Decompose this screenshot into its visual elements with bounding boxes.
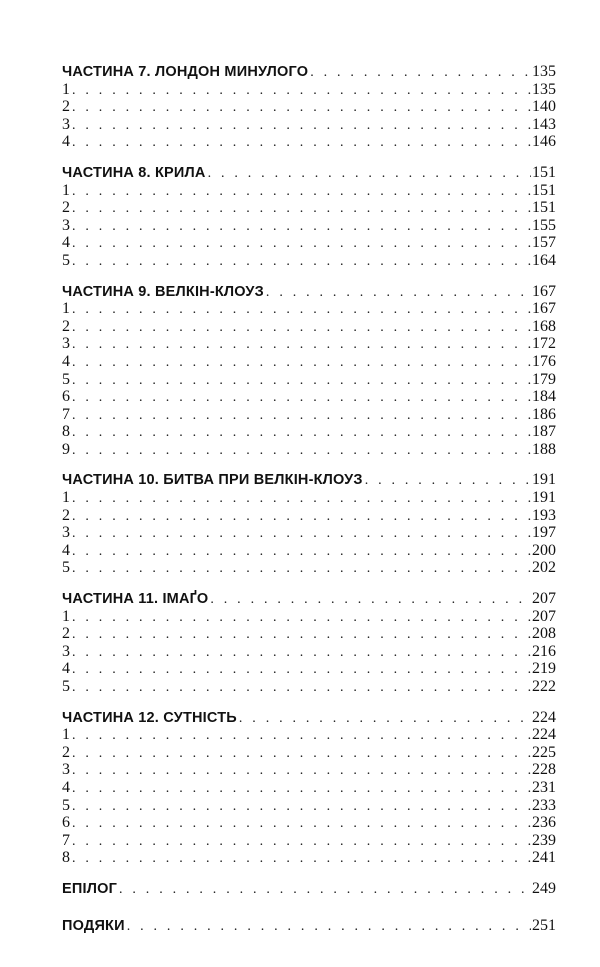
page-number: 143 xyxy=(532,115,556,133)
dot-leader xyxy=(72,354,531,371)
page-number: 151 xyxy=(532,181,556,199)
chapter-number: 1 xyxy=(62,607,70,625)
dot-leader xyxy=(72,200,531,217)
toc-chapter-entry xyxy=(62,832,556,850)
page-number: 249 xyxy=(532,879,556,897)
dot-leader xyxy=(72,833,531,850)
toc-chapter-entry xyxy=(62,524,556,542)
toc-chapter-entry xyxy=(62,643,556,661)
page-number: 251 xyxy=(532,916,556,934)
dot-leader xyxy=(72,850,531,867)
part-title: ЧАСТИНА 10. БИТВА ПРИ ВЕЛКІН-КЛОУЗ xyxy=(62,472,363,489)
chapter-number: 3 xyxy=(62,642,70,660)
page-number: 188 xyxy=(532,440,556,458)
toc-part-heading xyxy=(62,590,556,608)
page-number: 167 xyxy=(532,300,556,318)
toc-acknowledgements xyxy=(62,917,556,935)
dot-leader xyxy=(72,99,531,116)
dot-leader xyxy=(208,165,531,182)
dot-leader xyxy=(72,134,531,151)
page-number: 236 xyxy=(532,814,556,832)
toc-chapter-entry xyxy=(62,559,556,577)
chapter-number: 1 xyxy=(62,726,70,744)
chapter-number: 5 xyxy=(62,251,70,269)
part-title: ЧАСТИНА 7. ЛОНДОН МИНУЛОГО xyxy=(62,64,309,80)
page-number: 151 xyxy=(532,163,556,181)
page-number: 219 xyxy=(532,660,556,678)
chapter-number: 3 xyxy=(62,524,70,542)
toc-chapter-entry xyxy=(62,608,556,626)
page-number: 176 xyxy=(532,352,556,370)
page-number: 225 xyxy=(532,743,556,761)
dot-leader xyxy=(72,745,531,762)
toc-chapter-entry xyxy=(62,814,556,832)
part-title: ЧАСТИНА 9. ВЕЛКІН-КЛОУЗ xyxy=(62,283,264,300)
toc-chapter-entry xyxy=(62,423,556,441)
page-number: 140 xyxy=(532,98,556,116)
toc-chapter-entry xyxy=(62,133,556,151)
dot-leader xyxy=(72,727,531,744)
toc-chapter-entry xyxy=(62,542,556,560)
page-number: 151 xyxy=(532,199,556,217)
toc-part xyxy=(62,283,556,459)
chapter-number: 3 xyxy=(62,216,70,234)
page-number: 168 xyxy=(532,317,556,335)
toc-chapter-entry xyxy=(62,507,556,525)
dot-leader xyxy=(72,183,531,200)
toc-chapter-entry xyxy=(62,353,556,371)
dot-leader xyxy=(72,407,531,424)
toc-chapter-entry xyxy=(62,797,556,815)
toc-chapter-entry xyxy=(62,406,556,424)
toc-chapter-entry xyxy=(62,489,556,507)
toc-epilogue-heading xyxy=(62,880,556,898)
page-number: 135 xyxy=(532,80,556,98)
chapter-number: 4 xyxy=(62,133,70,151)
dot-leader xyxy=(119,881,531,898)
toc-chapter-entry xyxy=(62,182,556,200)
dot-leader xyxy=(72,336,531,353)
page-number: 231 xyxy=(532,778,556,796)
chapter-number: 4 xyxy=(62,778,70,796)
page-number: 146 xyxy=(532,133,556,151)
page-number: 157 xyxy=(532,234,556,252)
dot-leader xyxy=(239,710,531,727)
toc-part xyxy=(62,590,556,696)
page-number: 184 xyxy=(532,388,556,406)
chapter-number: 9 xyxy=(62,440,70,458)
chapter-number: 5 xyxy=(62,370,70,388)
chapter-number: 5 xyxy=(62,796,70,814)
toc-chapter-entry xyxy=(62,441,556,459)
dot-leader xyxy=(72,609,531,626)
part-title: ПОДЯКИ xyxy=(62,917,125,934)
dot-leader xyxy=(72,525,531,542)
chapter-number: 1 xyxy=(62,489,70,507)
toc-chapter-entry xyxy=(62,779,556,797)
chapter-number: 3 xyxy=(62,335,70,353)
chapter-number: 8 xyxy=(62,423,70,441)
part-title: ЧАСТИНА 12. СУТНІСТЬ xyxy=(62,709,237,726)
page-number: 207 xyxy=(532,590,556,608)
chapter-number: 4 xyxy=(62,234,70,252)
toc-part-heading xyxy=(62,63,556,81)
dot-leader xyxy=(72,319,531,336)
toc-chapter-entry xyxy=(62,625,556,643)
toc-chapter-entry xyxy=(62,744,556,762)
part-title: ЧАСТИНА 8. КРИЛА xyxy=(62,164,206,181)
toc-part xyxy=(62,164,556,270)
dot-leader xyxy=(72,508,531,525)
toc-chapter-entry xyxy=(62,234,556,252)
page-number: 222 xyxy=(532,678,556,695)
page-number: 179 xyxy=(532,370,556,388)
dot-leader xyxy=(127,918,531,935)
toc-part xyxy=(62,63,556,151)
toc-chapter-entry xyxy=(62,300,556,318)
chapter-number: 5 xyxy=(62,678,70,695)
dot-leader xyxy=(72,117,531,134)
chapter-number: 1 xyxy=(62,181,70,199)
page-number: 241 xyxy=(532,849,556,867)
toc-chapter-entry xyxy=(62,199,556,217)
page-number: 208 xyxy=(532,625,556,643)
page-number: 135 xyxy=(532,63,556,80)
chapter-number: 2 xyxy=(62,199,70,217)
page-number: 202 xyxy=(532,559,556,577)
dot-leader xyxy=(266,284,531,301)
page-number: 172 xyxy=(532,335,556,353)
toc-part-heading xyxy=(62,709,556,727)
chapter-number: 5 xyxy=(62,559,70,577)
toc-chapter-entry xyxy=(62,318,556,336)
dot-leader xyxy=(72,644,531,661)
page-number: 164 xyxy=(532,251,556,269)
toc-chapter-entry xyxy=(62,660,556,678)
page-number: 167 xyxy=(532,282,556,300)
chapter-number: 7 xyxy=(62,831,70,849)
page-number: 155 xyxy=(532,216,556,234)
chapter-number: 7 xyxy=(62,405,70,423)
chapter-number: 3 xyxy=(62,115,70,133)
chapter-number: 4 xyxy=(62,541,70,559)
chapter-number: 8 xyxy=(62,849,70,867)
dot-leader xyxy=(72,661,531,678)
chapter-number: 3 xyxy=(62,761,70,779)
dot-leader xyxy=(72,235,531,252)
page-number: 187 xyxy=(532,423,556,441)
dot-leader xyxy=(72,490,531,507)
table-of-contents xyxy=(62,63,556,953)
dot-leader xyxy=(365,472,531,489)
chapter-number: 6 xyxy=(62,388,70,406)
dot-leader xyxy=(72,389,531,406)
dot-leader xyxy=(72,560,531,577)
dot-leader xyxy=(72,372,531,389)
dot-leader xyxy=(72,218,531,235)
toc-chapter-entry xyxy=(62,98,556,116)
toc-chapter-entry xyxy=(62,335,556,353)
toc-part xyxy=(62,471,556,577)
toc-chapter-entry xyxy=(62,678,556,696)
toc-epilogue xyxy=(62,880,556,898)
chapter-number: 4 xyxy=(62,660,70,678)
toc-part-heading xyxy=(62,283,556,301)
page-number: 197 xyxy=(532,524,556,542)
dot-leader xyxy=(72,253,531,270)
toc-chapter-entry xyxy=(62,761,556,779)
page-number: 228 xyxy=(532,761,556,779)
chapter-number: 2 xyxy=(62,98,70,116)
chapter-number: 2 xyxy=(62,506,70,524)
page-number: 224 xyxy=(532,708,556,726)
dot-leader xyxy=(72,762,531,779)
chapter-number: 2 xyxy=(62,625,70,643)
page-number: 233 xyxy=(532,796,556,814)
page-number: 193 xyxy=(532,506,556,524)
part-title: ЕПІЛОГ xyxy=(62,880,117,897)
chapter-number: 2 xyxy=(62,317,70,335)
dot-leader xyxy=(72,679,531,696)
toc-chapter-entry xyxy=(62,388,556,406)
dot-leader xyxy=(72,815,531,832)
dot-leader xyxy=(72,82,531,99)
dot-leader xyxy=(72,798,531,815)
page-number: 191 xyxy=(532,471,556,489)
page-number: 216 xyxy=(532,642,556,660)
dot-leader xyxy=(72,442,531,459)
toc-part-heading xyxy=(62,164,556,182)
page-number: 224 xyxy=(532,726,556,744)
dot-leader xyxy=(72,424,531,441)
toc-chapter-entry xyxy=(62,726,556,744)
dot-leader xyxy=(72,780,531,797)
page-number: 186 xyxy=(532,405,556,423)
page-number: 207 xyxy=(532,607,556,625)
toc-chapter-entry xyxy=(62,252,556,270)
chapter-number: 1 xyxy=(62,300,70,318)
toc-chapter-entry xyxy=(62,116,556,134)
part-title: ЧАСТИНА 11. ІМАҐО xyxy=(62,591,209,608)
dot-leader xyxy=(72,626,531,643)
page-number: 191 xyxy=(532,489,556,507)
chapter-number: 6 xyxy=(62,814,70,832)
toc-chapter-entry xyxy=(62,81,556,99)
page-number: 200 xyxy=(532,541,556,559)
dot-leader xyxy=(210,591,531,608)
toc-chapter-entry xyxy=(62,371,556,389)
toc-chapter-entry xyxy=(62,849,556,867)
chapter-number: 1 xyxy=(62,80,70,98)
page-number: 239 xyxy=(532,831,556,849)
toc-part-heading xyxy=(62,471,556,489)
chapter-number: 4 xyxy=(62,352,70,370)
toc-chapter-entry xyxy=(62,217,556,235)
toc-acknowledgements-heading xyxy=(62,917,556,935)
dot-leader xyxy=(310,64,531,81)
chapter-number: 2 xyxy=(62,743,70,761)
dot-leader xyxy=(72,301,531,318)
dot-leader xyxy=(72,543,531,560)
toc-part xyxy=(62,709,556,867)
